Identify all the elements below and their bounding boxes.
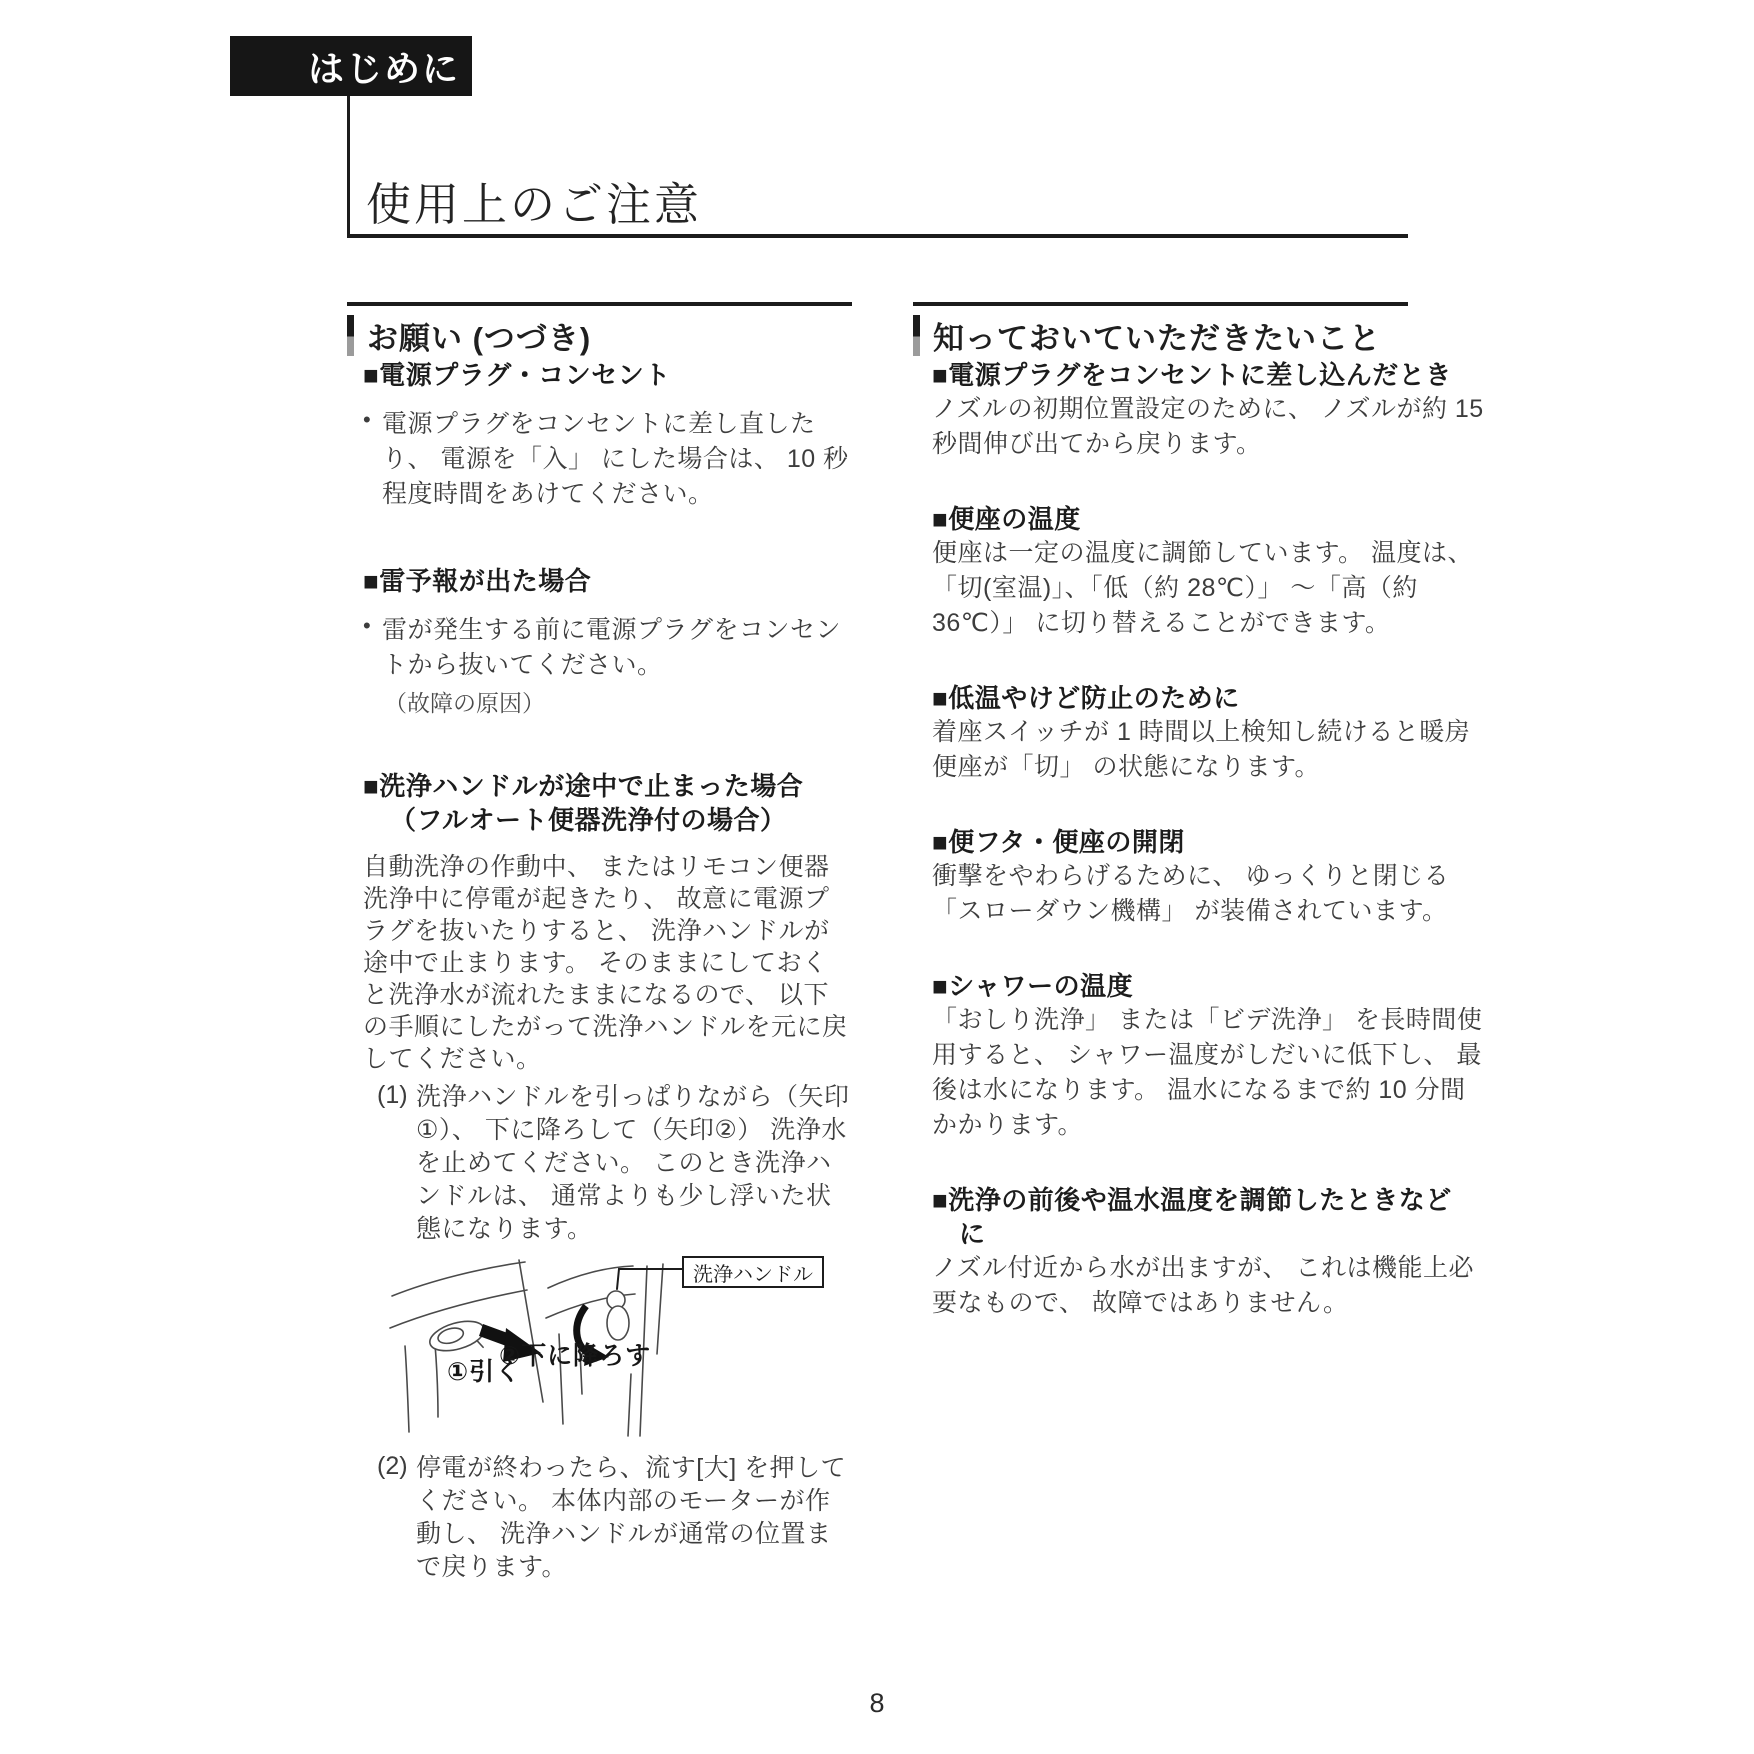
right-column-header: [913, 302, 1408, 358]
rc-section-low-temp-burn: [932, 681, 1491, 785]
step-2-text: 停電が終わったら、流す[大] を押してください。 本体内部のモーターが作動し、 洗浄ハンドルが通常の位置まで戻ります。: [416, 1454, 847, 1581]
section-heading: ■便座の温度: [932, 504, 1081, 534]
paragraph-wash-handle-intro: 自動洗浄の作動中、 またはリモコン便器洗浄中に停電が起きたり、 故意に電源プラグを抜いたりすると、 洗浄ハンドルが途中で止まります。 そのままにしておくと洗浄水が流れたままになるので、 以下の手順にしたがって洗浄ハンドルを元に戻してください。: [363, 853, 848, 1073]
left-column-header: [347, 302, 852, 358]
bullet-item: [363, 407, 852, 512]
step-2: [363, 1452, 852, 1584]
figure-caption-down: ②下に降ろす: [499, 1342, 652, 1370]
section-paragraph: 便座は一定の温度に調節しています。 温度は、「切(室温)」、「低（約 28℃）」 〜「高（約 36℃）」 に切り替えることができます。: [932, 539, 1473, 637]
section-heading: ■低温やけど防止のために: [932, 683, 1240, 713]
rc-section-seat-temperature: [932, 502, 1491, 641]
wash-handle-label-box: 洗浄ハンドル: [682, 1256, 824, 1288]
page-title: 使用上のご注意: [366, 179, 703, 230]
rc-section-before-after-wash: [932, 1183, 1491, 1321]
section-heading-lightning: ■雷予報が出た場合: [363, 566, 592, 596]
section-heading-power-plug: ■電源プラグ・コンセント: [363, 360, 671, 390]
step-2-number: (2): [377, 1452, 408, 1480]
section-heading: ■シャワーの温度: [932, 971, 1134, 1001]
chapter-tab-label: はじめに: [307, 47, 460, 89]
bullet-dot: •: [363, 613, 371, 638]
section-paragraph: ノズル付近から水が出ますが、 これは機能上必要なもので、 故障ではありません。: [932, 1254, 1474, 1317]
paragraph-lightning: 雷が発生する前に電源プラグをコンセントから抜いてください。: [382, 616, 842, 679]
note-failure-cause: （故障の原因）: [384, 690, 545, 716]
title-vertical-rule: [347, 96, 350, 237]
step-1-text: 洗浄ハンドルを引っぱりながら（矢印①）、 下に降ろして（矢印②） 洗浄水を止めてください。 このとき洗浄ハンドルは、 通常よりも少し浮いた状態になります。: [416, 1083, 850, 1243]
right-column-header-label: 知っておいていただきたいこと: [933, 321, 1381, 356]
wash-handle-figure: [363, 1254, 852, 1442]
rc-section-lid-open-close: [932, 825, 1491, 929]
left-column: [347, 302, 852, 1584]
section-heading: ■洗浄の前後や温水温度を調節したときなどに: [932, 1185, 1452, 1249]
rc-section-plug-inserted: [932, 358, 1491, 462]
chapter-tab: [230, 36, 472, 96]
rc-section-shower-temperature: [932, 969, 1491, 1143]
bullet-item: [363, 613, 852, 719]
paragraph-power-plug: 電源プラグをコンセントに差し直したり、 電源を「入」 にした場合は、 10 秒程度時間をあけてください。: [382, 410, 849, 508]
step-1: [363, 1081, 852, 1246]
title-underline-rule: [347, 234, 1408, 238]
section-heading: ■電源プラグをコンセントに差し込んだとき: [932, 360, 1452, 390]
section-heading-wash-handle: ■洗浄ハンドルが途中で止まった場合（フルオート便器洗浄付の場合）: [363, 771, 804, 835]
step-1-number: (1): [377, 1081, 408, 1109]
left-column-header-label: お願い (つづき): [367, 321, 592, 356]
right-column: [913, 302, 1491, 1321]
section-heading: ■便フタ・便座の開閉: [932, 827, 1185, 857]
section-paragraph: 着座スイッチが 1 時間以上検知し続けると暖房便座が「切」 の状態になります。: [932, 718, 1471, 781]
page-number: 8: [869, 1688, 885, 1718]
header-accent-bar: [913, 315, 920, 356]
flush-handle-down-icon: [607, 1291, 629, 1340]
header-accent-bar: [347, 315, 354, 356]
label-connector-line: [617, 1269, 682, 1289]
bullet-dot: •: [363, 407, 371, 432]
section-paragraph: ノズルの初期位置設定のために、 ノズルが約 15 秒間伸び出てから戻ります。: [932, 395, 1484, 458]
section-paragraph: 「おしり洗浄」 または「ビデ洗浄」 を長時間使用すると、 シャワー温度がしだいに低下し、 最後は水になります。 温水になるまで約 10 分間かかります。: [932, 1006, 1483, 1139]
figure-caption-pull: ①引く: [447, 1358, 522, 1386]
section-paragraph: 衝撃をやわらげるために、 ゆっくりと閉じる「スローダウン機構」 が装備されています。: [932, 862, 1450, 925]
